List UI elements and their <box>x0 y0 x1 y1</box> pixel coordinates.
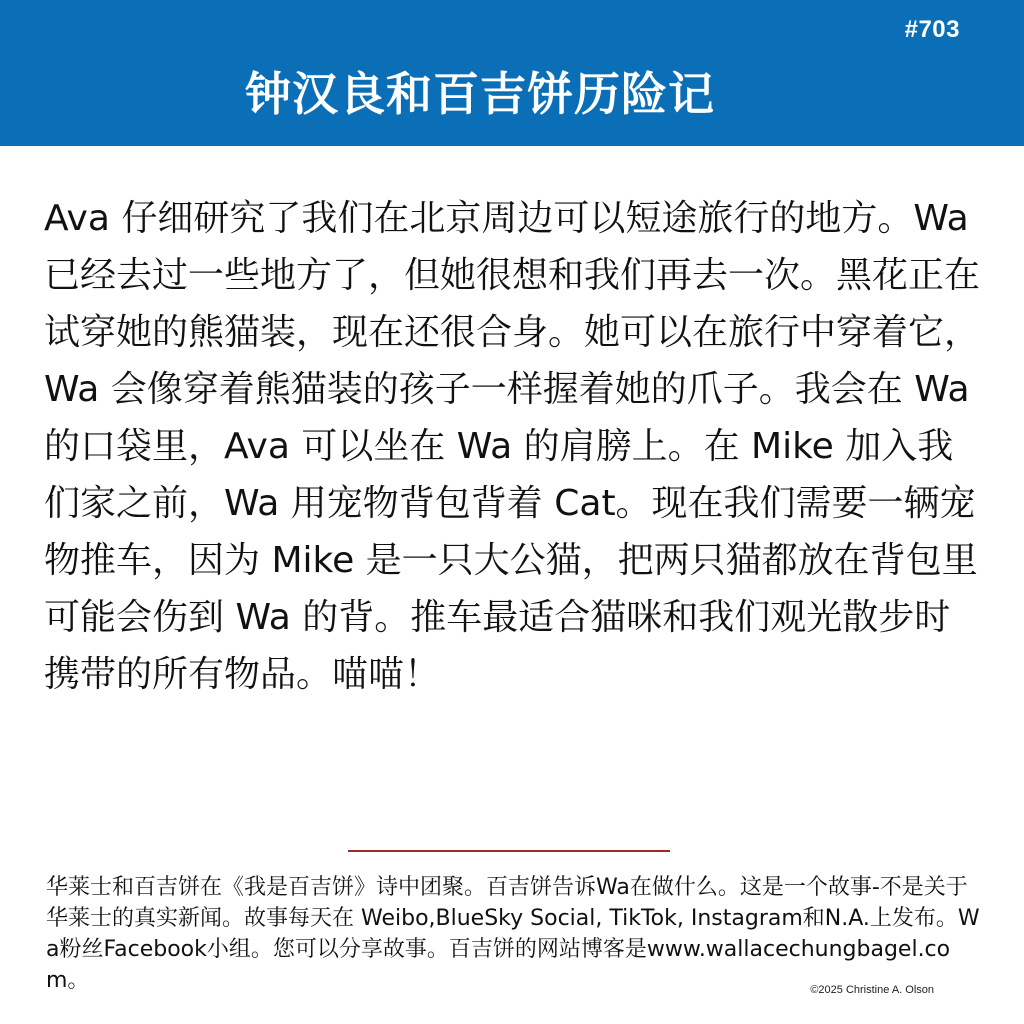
episode-number: #703 <box>904 16 960 43</box>
copyright-text: ©2025 Christine A. Olson <box>810 984 934 996</box>
story-text: Ava 仔细研究了我们在北京周边可以短途旅行的地方。Wa 已经去过一些地方了，但她很想和我们再去一次。黑花正在试穿她的熊猫装，现在还很合身。她可以在旅行中穿着它，Wa 会像穿着熊猫装的孩子一样握着她的爪子。我会在 Wa 的口袋里，Ava 可以坐在 Wa 的肩膀上。在 Mike 加入我们家之前，Wa 用宠物背包背着 Cat。现在我们需要一辆宠物推车，因为 Mike 是一只大公猫，把两只猫都放在背包里可能会伤到 Wa 的背。推车最适合猫咪和我们观光散步时携带的所有物品。喵喵！ <box>44 198 981 695</box>
page-title: 钟汉良和百吉饼历险记 <box>245 67 715 121</box>
header-banner <box>0 0 1024 146</box>
section-divider <box>348 850 670 852</box>
footer-note: 华莱士和百吉饼在《我是百吉饼》诗中团聚。百吉饼告诉Wa在做什么。这是一个故事-不是关于华莱士的真实新闻。故事每天在 Weibo,BlueSky Social, TikTok, Instagram和N.A.上发布。Wa粉丝Facebook小组。您可以分享故事。百吉饼的网站博客是www.wallacechungbagel.com。 <box>46 875 980 993</box>
